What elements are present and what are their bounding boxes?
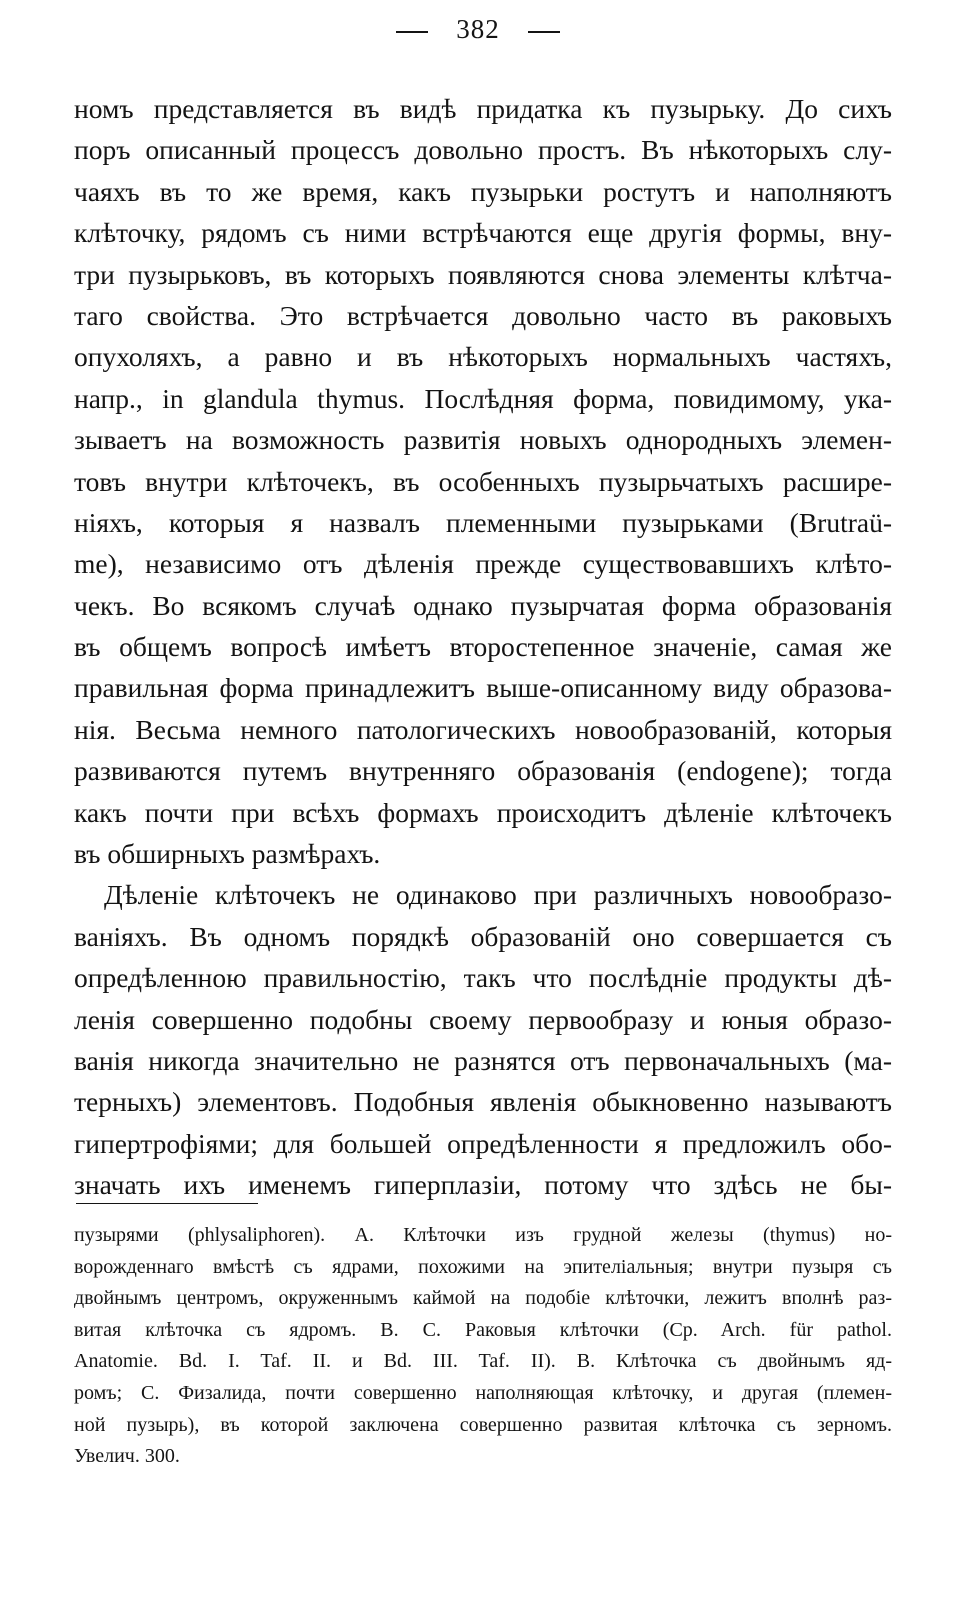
text-line: ленія совершенно подобны своему первообразу и юныя образо- bbox=[74, 1003, 892, 1035]
footnote-line: двойнымъ центромъ, окруженнымъ каймой на подобіе клѣточки, лежитъ вполнѣ раз- bbox=[74, 1287, 892, 1310]
text-line: номъ представляетcя въ видѣ придатка къ пузырьку. До сихъ bbox=[74, 93, 892, 124]
text-line: въ общемъ вопросѣ имѣетъ второстепенное значеніе, самая же bbox=[74, 631, 892, 663]
header-dash-right bbox=[528, 31, 560, 33]
footnote-line: ворожденнаго вмѣстѣ съ ядрами, похожими на эпителіальныя; внутри пузыря съ bbox=[74, 1255, 892, 1278]
text-line: чаяхъ въ то же время, какъ пузырьки ростутъ и наполняютъ bbox=[74, 175, 892, 207]
text-line: me), независимо отъ дѣленія прежде существовавшихъ клѣто- bbox=[74, 548, 892, 580]
page-header bbox=[0, 14, 956, 45]
text-line: значать ихъ именемъ гиперплазіи, потому что здѣсь не бы- bbox=[74, 1169, 892, 1201]
text-line: развиваются путемъ внутренняго образованія (endogene); тогда bbox=[74, 755, 892, 787]
text-line: таго свойства. Это встрѣчается довольно часто въ раковыхъ bbox=[74, 299, 892, 331]
text-line: товъ внутри клѣточекъ, въ особенныхъ пузырьчатыхъ расшире- bbox=[74, 465, 892, 497]
text-line: нія. Весьма немного патологическихъ новообразованій, которыя bbox=[74, 713, 892, 745]
text-line: напр., in glandula thymus. Послѣдняя форма, повидимому, ука- bbox=[74, 382, 892, 414]
footnote bbox=[74, 1220, 892, 1473]
footnote-line: пузырями (phlysaliphoren). A. Клѣточки изъ грудной железы (thymus) но- bbox=[74, 1224, 892, 1246]
text-line: поръ описанный процессъ довольно простъ. Въ нѣкоторыхъ слу- bbox=[74, 134, 892, 166]
text-line: какъ почти при всѣхъ формахъ происходитъ дѣленіе клѣточекъ bbox=[74, 796, 892, 828]
text-line: чекъ. Во всякомъ случаѣ однако пузырчатая форма образованія bbox=[74, 589, 892, 621]
footnote-line: витая клѣточка съ ядромъ. B. C. Раковыя клѣточки (Cp. Arch. für pathol. bbox=[74, 1318, 892, 1341]
header-dash-left bbox=[396, 31, 428, 33]
footnote-separator bbox=[76, 1203, 258, 1204]
text-line: правильная форма принадлежитъ выше-описанному виду образова- bbox=[74, 672, 892, 704]
text-line: Дѣленіе клѣточекъ не одинаково при различныхъ новообразо- bbox=[104, 879, 892, 911]
footnote-line: ной пузырь), въ которой заключена совершенно развитая клѣточка съ зерномъ. bbox=[74, 1413, 892, 1436]
footnote-line: ромъ; C. Физалида, почти совершенно наполняющая клѣточку, и другая (племен- bbox=[74, 1381, 892, 1404]
text-line: зываетъ на возможность развитія новыхъ однородныхъ элемен- bbox=[74, 424, 892, 456]
text-line: три пузырьковъ, въ которыхъ появляются снова элементы клѣтча- bbox=[74, 258, 892, 290]
page-number: 382 bbox=[456, 14, 500, 44]
text-line: опухоляхъ, а равно и въ нѣкоторыхъ нормальныхъ частяхъ, bbox=[74, 341, 892, 373]
footnote-line: Anatomie. Bd. I. Taf. II. и Bd. III. Taf. II). B. Клѣточка съ двойнымъ яд- bbox=[74, 1350, 892, 1373]
footnote-line: Увелич. 300. bbox=[74, 1445, 180, 1468]
text-line: клѣточку, рядомъ съ ними встрѣчаются еще другія формы, вну- bbox=[74, 217, 892, 249]
main-text bbox=[74, 88, 892, 1206]
text-line: ніяхъ, которыя я назвалъ племенными пузырьками (Brutraü- bbox=[74, 506, 892, 538]
text-line: опредѣленною правильностію, такъ что послѣдніе продукты дѣ- bbox=[74, 962, 892, 994]
text-line: въ обширныхъ размѣрахъ. bbox=[74, 838, 381, 870]
text-line: ванія никогда значительно не разнятся отъ первоначальныхъ (ма- bbox=[74, 1044, 892, 1076]
text-line: гипертрофіями; для большей опредѣленности я предложилъ обо- bbox=[74, 1127, 892, 1159]
text-line: ваніяхъ. Въ одномъ порядкѣ образованій оно совершается съ bbox=[74, 920, 892, 952]
text-line: терныхъ) элементовъ. Подобныя явленія обыкновенно называютъ bbox=[74, 1086, 892, 1118]
